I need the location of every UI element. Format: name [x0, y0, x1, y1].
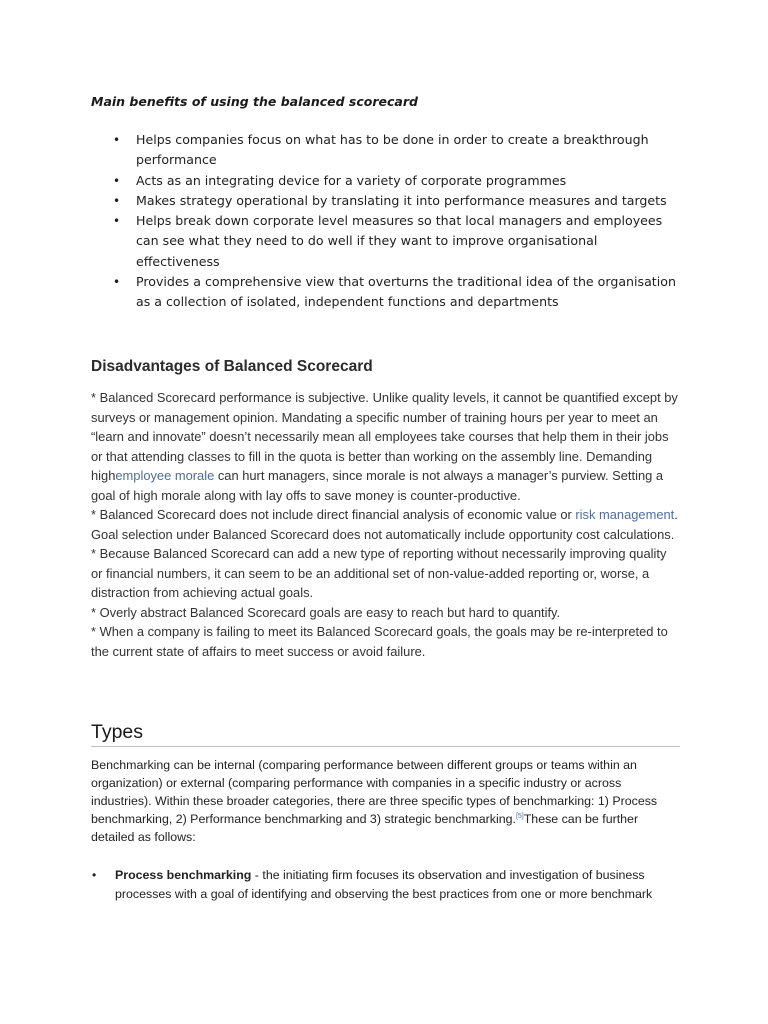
list-item-text: - the initiating firm focuses its observation and investigation of business processes with a goal of identifying and observing the best practices from one or more benchmark [115, 868, 653, 901]
list-item [0, 191, 676, 211]
list-item-text: Makes strategy operational by translating it into performance measures and targets [136, 192, 667, 208]
paragraph [91, 388, 681, 505]
reference-link[interactable]: [5] [515, 813, 524, 821]
list-item-term: Process benchmarking [115, 868, 252, 882]
paragraph-text: . Goal selection under Balanced Scorecard does not automatically include opportunity cost calculations. [91, 507, 678, 542]
paragraph: * When a company is failing to meet its Balanced Scorecard goals, the goals may be re-interpreted to the current state of affairs to meet success or avoid failure. [91, 624, 668, 659]
list-item [0, 866, 675, 904]
paragraph [91, 756, 681, 846]
disadvantages-heading: Disadvantages of Balanced Scorecard [91, 358, 373, 375]
list-item [0, 171, 676, 191]
list-item [0, 272, 676, 313]
paragraph-text: These can be further detailed as follows: [91, 812, 639, 845]
paragraph [91, 505, 681, 544]
disadvantages-body [91, 388, 681, 661]
heading-divider [91, 746, 680, 747]
bullet: • [113, 173, 121, 188]
bullet: • [113, 133, 121, 147]
list-item-text: Acts as an integrating device for a variety of corporate programmes [136, 172, 567, 188]
bullet: • [92, 868, 97, 882]
types-heading: Types [91, 721, 144, 743]
bullet: • [113, 214, 121, 229]
paragraph-text: Benchmarking can be internal (comparing performance between different groups or teams within an organization) or external (comparing performance with companies in a specific industry or across industries). Within these broader categories, there are three specific types of benchmarking: 1) Process benchmarking, 2) Performance benchmarking and 3) strategic benchmarking. [91, 758, 658, 827]
benefits-list [0, 130, 768, 313]
bullet: • [113, 275, 121, 290]
bullet: • [113, 193, 121, 208]
paragraph: * Because Balanced Scorecard can add a new type of reporting without necessarily improving quality or financial numbers, it can seem to be an additional set of non-value-added reporting or, worse, a distraction from achieving actual goals. [91, 546, 667, 600]
list-item-text: Helps companies focus on what has to be done in order to create a breakthrough performance [136, 132, 649, 168]
paragraph-text: can hurt managers, since morale is not always a manager’s purview. Setting a goal of high morale along with lay offs to save money is counter-productive. [91, 468, 664, 503]
types-list [0, 866, 768, 904]
list-item-text: Helps break down corporate level measures so that local managers and employees can see what they need to do well if they want to improve organisational effectiveness [136, 213, 663, 269]
risk-management-link[interactable]: risk management [575, 507, 675, 522]
employee-morale-link[interactable]: employee morale [115, 468, 215, 483]
list-item [0, 211, 676, 272]
list-item-text: Provides a comprehensive view that overturns the traditional idea of the organisation as a collection of isolated, independent functions and departments [136, 274, 676, 310]
paragraph: * Overly abstract Balanced Scorecard goals are easy to reach but hard to quantify. [91, 604, 561, 620]
paragraph-text: * Balanced Scorecard does not include direct financial analysis of economic value or [91, 507, 576, 522]
list-item [0, 130, 676, 171]
types-body [91, 756, 681, 846]
paragraph-text: * Balanced Scorecard performance is subjective. Unlike quality levels, it cannot be quantified except by surveys or management opinion. Mandating a specific number of training hours per year to meet an “learn and innovate” doesn’t necessarily mean all employees take courses that help them in their jobs or that attending classes to fill in the quota is better than working on the assembly line. Demanding high [91, 390, 678, 483]
benefits-title: Main benefits of using the balanced scorecard [91, 94, 418, 109]
